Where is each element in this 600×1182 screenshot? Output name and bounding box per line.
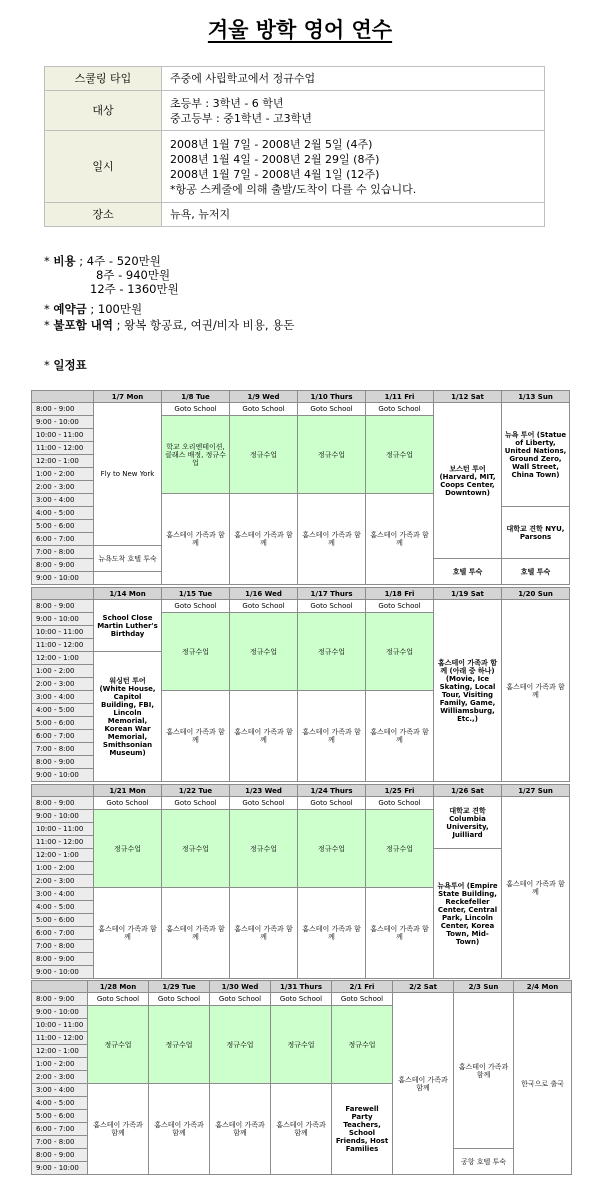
info-value: 뉴욕, 뉴저지 [162, 203, 545, 227]
day-header: 1/11 Fri [366, 391, 434, 403]
info-key: 장소 [45, 203, 162, 227]
cell-class: 정규수업 [230, 416, 298, 494]
cell-dc-tour: 워싱턴 투어 (White House, Capitol Building, FBI, Lincoln Memorial, Korean War Memorial, Smithsonian Museum) [94, 652, 162, 782]
cell-airport-hotel: 공항 호텔 투숙 [454, 1149, 514, 1175]
day-header: 1/31 Thurs [271, 981, 332, 993]
cell-homestay: 홈스테이 가족과 함께 [271, 1084, 332, 1175]
time-slot: 7:00 - 8:00 [32, 743, 94, 756]
day-header: 1/10 Thurs [298, 391, 366, 403]
cell-boston-tour: 보스턴 투어 (Harvard, MIT, Coops Center, Downtown) [434, 403, 502, 559]
time-slot: 8:00 - 9:00 [32, 1149, 88, 1162]
cell-homestay: 홈스테이 가족과 함께 [162, 691, 230, 782]
time-slot: 12:00 - 1:00 [32, 652, 94, 665]
day-header: 2/4 Mon [514, 981, 572, 993]
cell-homestay: 홈스테이 가족과 함께 [393, 993, 454, 1175]
day-header: 1/30 Wed [210, 981, 271, 993]
cell-homestay: 홈스테이 가족과 함께 [210, 1084, 271, 1175]
cell-class: 정규수업 [298, 416, 366, 494]
cell-class: 정규수업 [162, 810, 230, 888]
time-slot: 11:00 - 12:00 [32, 442, 94, 455]
day-header: 1/12 Sat [434, 391, 502, 403]
day-header: 1/15 Tue [162, 588, 230, 600]
day-header: 1/27 Sun [502, 785, 570, 797]
time-slot: 7:00 - 8:00 [32, 1136, 88, 1149]
cell-class: 정규수업 [271, 1006, 332, 1084]
day-header: 1/17 Thurs [298, 588, 366, 600]
cell-goto: Goto School [230, 797, 298, 810]
cell-school-close: School Close Martin Luther's Birthday [94, 600, 162, 652]
time-slot: 1:00 - 2:00 [32, 468, 94, 481]
time-slot: 2:00 - 3:00 [32, 1071, 88, 1084]
time-slot: 12:00 - 1:00 [32, 1045, 88, 1058]
cell-homestay: 홈스테이 가족과 함께 [454, 993, 514, 1149]
time-slot: 9:00 - 10:00 [32, 572, 94, 585]
time-slot: 4:00 - 5:00 [32, 1097, 88, 1110]
deposit-line: * 예약금 ; 100만원 [44, 302, 143, 316]
cell-class: 정규수업 [366, 416, 434, 494]
time-slot: 2:00 - 3:00 [32, 678, 94, 691]
day-header: 1/18 Fri [366, 588, 434, 600]
day-header: 1/22 Tue [162, 785, 230, 797]
time-slot: 3:00 - 4:00 [32, 494, 94, 507]
time-slot: 8:00 - 9:00 [32, 600, 94, 613]
time-slot: 8:00 - 9:00 [32, 993, 88, 1006]
day-header: 1/23 Wed [230, 785, 298, 797]
time-slot: 4:00 - 5:00 [32, 901, 94, 914]
cell-hotel: 호텔 투숙 [434, 559, 502, 585]
cell-goto: Goto School [271, 993, 332, 1006]
cell-goto: Goto School [298, 797, 366, 810]
time-slot: 9:00 - 10:00 [32, 810, 94, 823]
cell-homestay: 홈스테이 가족과 함께 [298, 691, 366, 782]
time-slot: 12:00 - 1:00 [32, 455, 94, 468]
time-slot: 10:00 - 11:00 [32, 1019, 88, 1032]
day-header: 1/14 Mon [94, 588, 162, 600]
cell-homestay: 홈스테이 가족과 함께 [162, 888, 230, 979]
cell-goto: Goto School [366, 600, 434, 613]
info-key: 일시 [45, 131, 162, 203]
cell-goto: Goto School [162, 600, 230, 613]
cell-goto: Goto School [366, 797, 434, 810]
schedule-heading: * 일정표 [44, 358, 87, 372]
time-slot: 4:00 - 5:00 [32, 507, 94, 520]
time-slot: 11:00 - 12:00 [32, 639, 94, 652]
page-title: 겨울 방학 영어 연수 [207, 18, 393, 42]
cost-section: * 비용 ; 4주 - 520만원 8주 - 940만원 12주 - 1360만원 [44, 254, 179, 296]
cell-class: 정규수업 [298, 810, 366, 888]
cell-farewell-party: Farewell Party Teachers, School Friends, Host Families [332, 1084, 393, 1175]
time-slot: 8:00 - 9:00 [32, 953, 94, 966]
cell-homestay: 홈스테이 가족과 함께 [230, 888, 298, 979]
time-slot: 3:00 - 4:00 [32, 1084, 88, 1097]
cell-homestay-activity: 홈스테이 가족과 함께 (아래 중 하나) (Movie, Ice Skating, Local Tour, Visiting Family, Game, Williamsburg, Etc.,) [434, 600, 502, 782]
cell-homestay: 홈스테이 가족과 함께 [502, 600, 570, 782]
cell-homestay: 홈스테이 가족과 함께 [298, 888, 366, 979]
day-header: 1/20 Sun [502, 588, 570, 600]
time-slot: 7:00 - 8:00 [32, 940, 94, 953]
cell-goto: Goto School [210, 993, 271, 1006]
schedule-week-1 [31, 390, 570, 585]
info-value: 2008년 1월 7일 - 2008년 2월 5일 (4주) 2008년 1월 4일 - 2008년 2월 29일 (8주) 2008년 1월 7일 - 2008년 4월 1일 (12주) *항공 스케줄에 의해 출발/도착이 다를 수 있습니다. [162, 131, 545, 203]
day-header: 2/2 Sat [393, 981, 454, 993]
time-slot: 9:00 - 10:00 [32, 1162, 88, 1175]
day-header: 1/16 Wed [230, 588, 298, 600]
day-header: 1/29 Tue [149, 981, 210, 993]
time-slot: 6:00 - 7:00 [32, 927, 94, 940]
cell-class: 정규수업 [149, 1006, 210, 1084]
time-slot: 6:00 - 7:00 [32, 730, 94, 743]
time-slot: 5:00 - 6:00 [32, 1110, 88, 1123]
cell-class: 정규수업 [332, 1006, 393, 1084]
time-slot: 1:00 - 2:00 [32, 1058, 88, 1071]
cell-class: 정규수업 [366, 613, 434, 691]
time-slot: 10:00 - 11:00 [32, 823, 94, 836]
day-header: 1/28 Mon [88, 981, 149, 993]
time-slot: 8:00 - 9:00 [32, 403, 94, 416]
cell-goto: Goto School [298, 600, 366, 613]
cell-class: 정규수업 [230, 810, 298, 888]
program-info-table [44, 66, 545, 227]
day-header: 1/7 Mon [94, 391, 162, 403]
cell-homestay: 홈스테이 가족과 함께 [230, 691, 298, 782]
cell-goto: Goto School [162, 403, 230, 416]
time-slot: 9:00 - 10:00 [32, 1006, 88, 1019]
cell-homestay: 홈스테이 가족과 함께 [502, 797, 570, 979]
cell-campus-tour: 대학교 견학 NYU, Parsons [502, 507, 570, 559]
cell-homestay: 홈스테이 가족과 함께 [366, 494, 434, 585]
excluded-line: * 불포함 내역 ; 왕복 항공료, 여권/비자 비용, 용돈 [44, 318, 295, 332]
cell-homestay: 홈스테이 가족과 함께 [162, 494, 230, 585]
time-slot: 11:00 - 12:00 [32, 836, 94, 849]
cell-homestay: 홈스테이 가족과 함께 [94, 888, 162, 979]
day-header: 1/21 Mon [94, 785, 162, 797]
cell-fly: Fly to New York [94, 403, 162, 546]
info-value: 주중에 사립학교에서 정규수업 [162, 67, 545, 91]
time-slot: 8:00 - 9:00 [32, 756, 94, 769]
cell-class: 정규수업 [230, 613, 298, 691]
time-slot: 8:00 - 9:00 [32, 797, 94, 810]
cell-homestay: 홈스테이 가족과 함께 [88, 1084, 149, 1175]
cell-class: 정규수업 [94, 810, 162, 888]
day-header: 1/8 Tue [162, 391, 230, 403]
cell-goto: Goto School [332, 993, 393, 1006]
time-slot: 9:00 - 10:00 [32, 769, 94, 782]
cell-homestay: 홈스테이 가족과 함께 [366, 888, 434, 979]
day-header: 1/19 Sat [434, 588, 502, 600]
cell-homestay: 홈스테이 가족과 함께 [149, 1084, 210, 1175]
time-slot: 5:00 - 6:00 [32, 914, 94, 927]
cell-class: 정규수업 [366, 810, 434, 888]
time-slot: 3:00 - 4:00 [32, 691, 94, 704]
time-slot: 4:00 - 5:00 [32, 704, 94, 717]
cell-campus-tour: 대학교 견학 Columbia University, Juilliard [434, 797, 502, 849]
day-header: 2/1 Fri [332, 981, 393, 993]
time-slot: 1:00 - 2:00 [32, 862, 94, 875]
time-slot: 9:00 - 10:00 [32, 966, 94, 979]
time-slot: 10:00 - 11:00 [32, 429, 94, 442]
cell-return: 한국으로 출국 [514, 993, 572, 1175]
schedule-week-2 [31, 587, 570, 782]
cell-homestay: 홈스테이 가족과 함께 [366, 691, 434, 782]
time-slot: 2:00 - 3:00 [32, 875, 94, 888]
cell-hotel: 호텔 투숙 [502, 559, 570, 585]
cell-goto: Goto School [88, 993, 149, 1006]
time-slot: 10:00 - 11:00 [32, 626, 94, 639]
time-slot: 5:00 - 6:00 [32, 717, 94, 730]
cell-ny-tour: 뉴욕 투어 (Statue of Liberty, United Nations, Ground Zero, Wall Street, China Town) [502, 403, 570, 507]
cell-arrive: 뉴욕도착 호텔 투숙 [94, 546, 162, 572]
cell-class: 정규수업 [210, 1006, 271, 1084]
cell-goto: Goto School [94, 797, 162, 810]
time-slot: 9:00 - 10:00 [32, 613, 94, 626]
cell-goto: Goto School [149, 993, 210, 1006]
cell-goto: Goto School [366, 403, 434, 416]
cell-goto: Goto School [230, 403, 298, 416]
time-slot: 2:00 - 3:00 [32, 481, 94, 494]
cell-goto: Goto School [230, 600, 298, 613]
cell-goto: Goto School [162, 797, 230, 810]
time-slot: 11:00 - 12:00 [32, 1032, 88, 1045]
cell-class: 정규수업 [162, 613, 230, 691]
cell-homestay: 홈스테이 가족과 함께 [298, 494, 366, 585]
cell-class: 정규수업 [88, 1006, 149, 1084]
time-slot: 8:00 - 9:00 [32, 559, 94, 572]
schedule-week-4 [31, 980, 572, 1175]
info-value: 초등부 : 3학년 - 6 학년 중고등부 : 중1학년 - 고3학년 [162, 91, 545, 131]
time-slot: 7:00 - 8:00 [32, 546, 94, 559]
day-header: 1/9 Wed [230, 391, 298, 403]
cell-orientation: 학교 오리엔테이션, 클래스 배정, 정규수업 [162, 416, 230, 494]
time-slot: 5:00 - 6:00 [32, 520, 94, 533]
time-slot: 12:00 - 1:00 [32, 849, 94, 862]
cell-ny-tour: 뉴욕투어 (Empire State Building, Reckefeller Center, Central Park, Lincoln Center, Korea Town, Mid-Town) [434, 849, 502, 979]
time-slot: 6:00 - 7:00 [32, 1123, 88, 1136]
day-header: 1/25 Fri [366, 785, 434, 797]
info-key: 스쿨링 타입 [45, 67, 162, 91]
cell-class: 정규수업 [298, 613, 366, 691]
info-key: 대상 [45, 91, 162, 131]
time-slot: 1:00 - 2:00 [32, 665, 94, 678]
schedule-week-3 [31, 784, 570, 979]
day-header: 2/3 Sun [454, 981, 514, 993]
day-header: 1/13 Sun [502, 391, 570, 403]
day-header: 1/24 Thurs [298, 785, 366, 797]
time-slot: 6:00 - 7:00 [32, 533, 94, 546]
time-slot: 3:00 - 4:00 [32, 888, 94, 901]
day-header: 1/26 Sat [434, 785, 502, 797]
time-slot: 9:00 - 10:00 [32, 416, 94, 429]
cell-homestay: 홈스테이 가족과 함께 [230, 494, 298, 585]
cell-goto: Goto School [298, 403, 366, 416]
